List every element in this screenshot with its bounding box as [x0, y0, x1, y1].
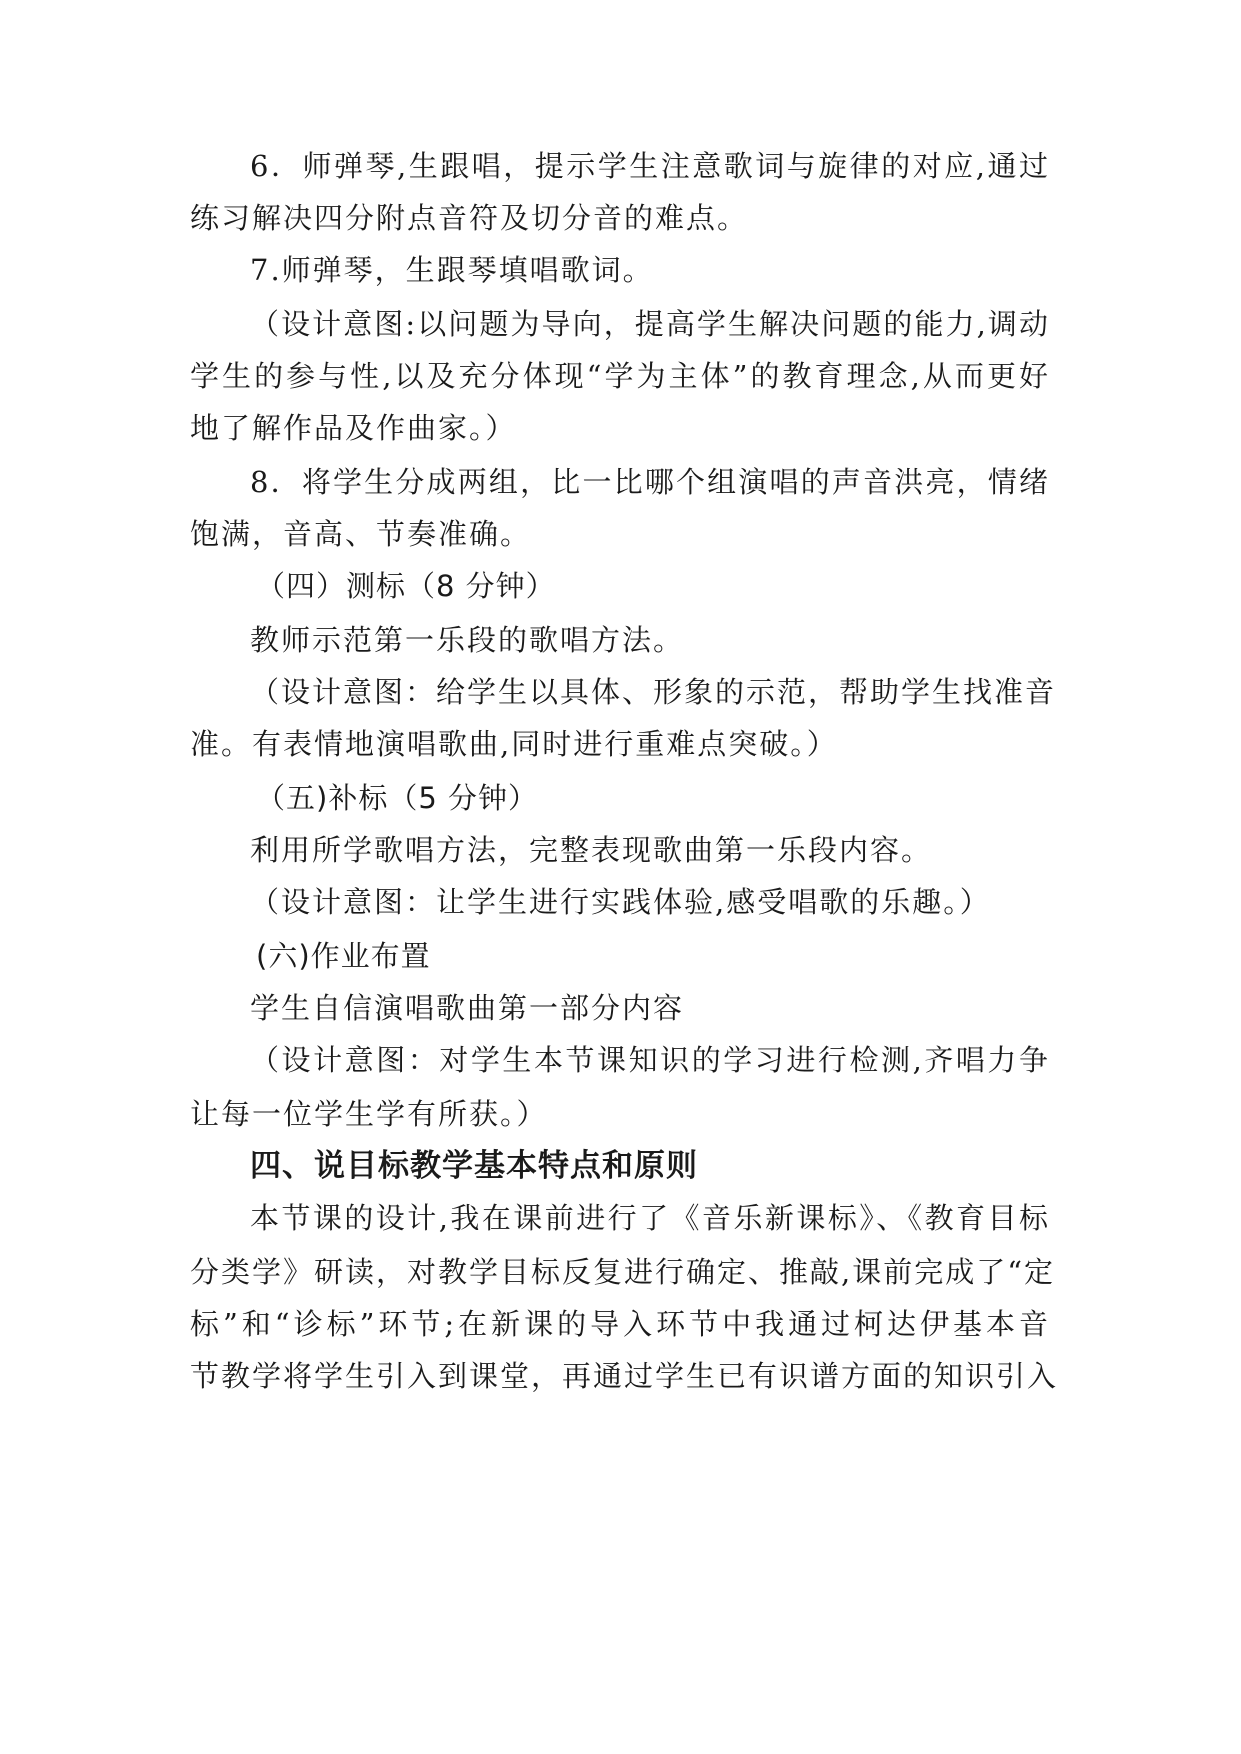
paragraph-line: （设计意图：给学生以具体、形象的示范，帮助学生找准音 — [250, 675, 1057, 709]
paragraph-line: 练习解决四分附点音符及切分音的难点。 — [190, 201, 749, 235]
paragraph-line: 节教学将学生引入到课堂，再通过学生已有识谱方面的知识引入 — [190, 1359, 1059, 1393]
section-heading: （四）测标（8 分钟） — [256, 569, 556, 603]
paragraph-line: 利用所学歌唱方法，完整表现歌曲第一乐段内容。 — [250, 833, 933, 867]
paragraph-line: 让每一位学生学有所获。） — [190, 1097, 548, 1131]
section-heading: (六)作业布置 — [256, 939, 431, 973]
paragraph-line: 本节课的设计,我在课前进行了《音乐新课标》、《教育目标 — [250, 1201, 1050, 1235]
paragraph-line: （设计意图：对学生本节课知识的学习进行检测,齐唱力争 — [250, 1043, 1050, 1077]
paragraph-line: （设计意图：让学生进行实践体验,感受唱歌的乐趣。） — [250, 885, 991, 919]
paragraph-line: 标”和“诊标”环节;在新课的导入环节中我通过柯达伊基本音 — [190, 1307, 1050, 1341]
paragraph-line: （设计意图:以问题为导向，提高学生解决问题的能力,调动 — [250, 307, 1050, 341]
paragraph-line: 地了解作品及作曲家。） — [190, 411, 517, 445]
paragraph-line: 分类学》研读，对教学目标反复进行确定、推敲,课前完成了“定 — [190, 1255, 1056, 1289]
paragraph-line: 8．将学生分成两组，比一比哪个组演唱的声音洪亮，情绪 — [250, 465, 1050, 499]
paragraph-line: 7.师弹琴，生跟琴填唱歌词。 — [250, 253, 654, 287]
paragraph-line: 准。有表情地演唱歌曲,同时进行重难点突破。） — [190, 727, 838, 761]
paragraph-line: 教师示范第一乐段的歌唱方法。 — [250, 623, 685, 657]
paragraph-line: 6．师弹琴,生跟唱，提示学生注意歌词与旋律的对应,通过 — [250, 149, 1050, 183]
paragraph-line: 饱满，音高、节奏准确。 — [190, 517, 532, 551]
paragraph-line: 学生的参与性,以及充分体现“学为主体”的教育理念,从而更好 — [190, 359, 1050, 393]
paragraph-line: 学生自信演唱歌曲第一部分内容 — [250, 991, 685, 1025]
chapter-heading: 四、说目标教学基本特点和原则 — [250, 1148, 698, 1184]
section-heading: （五)补标（5 分钟） — [256, 781, 538, 815]
